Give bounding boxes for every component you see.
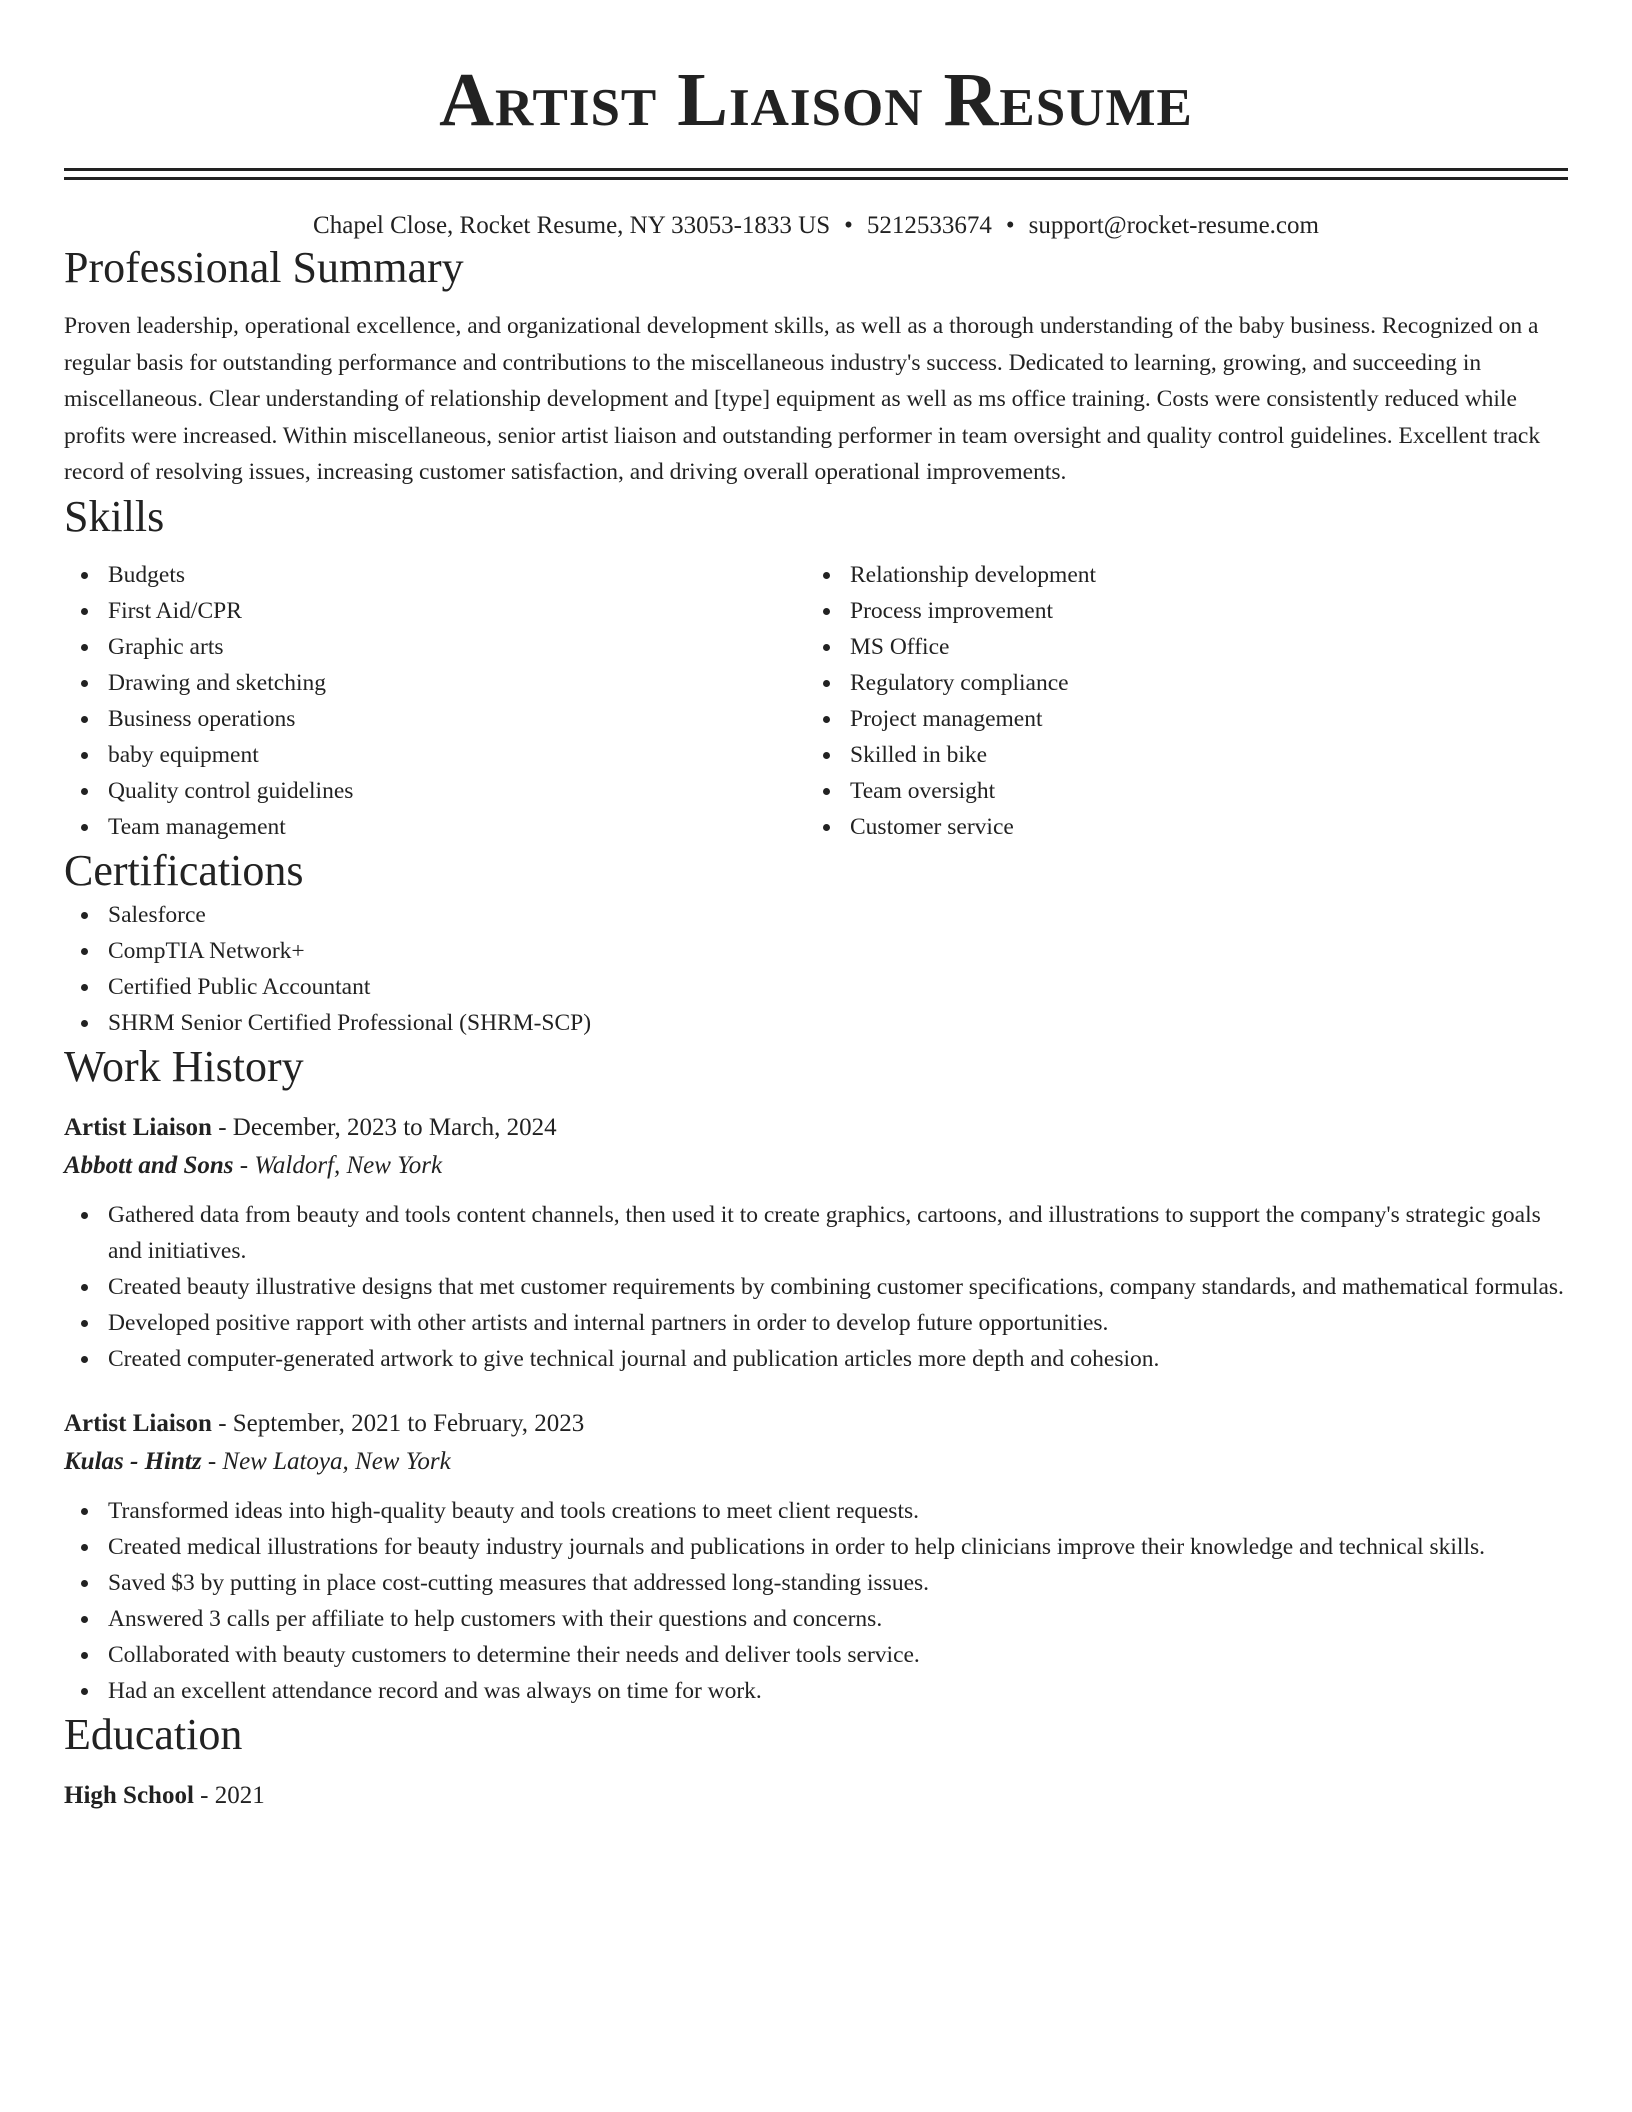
skill-item: Team management [64, 809, 806, 845]
job-duties-list [64, 1493, 1568, 1709]
summary-text: Proven leadership, operational excellence, and organizational development skills, as well as a thorough understanding of the baby business. Recognized on a regular basis for outstanding performance and contributions to the miscellaneous industry's success. Dedicated to learning, growing, and succeeding in miscellaneous. Clear understanding of relationship development and [type] equipment as well as ms office training. Costs were consistently reduced while profits were increased. Within miscellaneous, senior artist liaison and outstanding performer in team oversight and quality control guidelines. Excellent track record of resolving issues, increasing customer satisfaction, and driving overall operational improvements. [64, 313, 1541, 485]
skill-item: Budgets [64, 557, 806, 593]
job-title: Artist Liaison [64, 1113, 212, 1141]
job-duty-item: Had an excellent attendance record and was always on time for work. [64, 1673, 1568, 1709]
education-entry [64, 1777, 1568, 1815]
contact-separator: • [1005, 212, 1015, 239]
skills-column-left [64, 557, 806, 845]
certification-item: Salesforce [64, 897, 1568, 933]
skill-item: Quality control guidelines [64, 773, 806, 809]
skill-item: Relationship development [806, 557, 1548, 593]
job-company-line [64, 1443, 1568, 1481]
job-title: Artist Liaison [64, 1409, 212, 1437]
certifications-heading: Certifications [64, 845, 304, 895]
education-heading: Education [64, 1709, 243, 1759]
contact-line [64, 210, 1568, 242]
title-divider-top [64, 168, 1568, 171]
skill-item: baby equipment [64, 737, 806, 773]
job-entry [64, 1109, 1568, 1377]
skill-item: Project management [806, 701, 1548, 737]
job-duty-item: Gathered data from beauty and tools content channels, then used it to create graphics, cartoons, and illustrations to support the company's strategic goals and initiatives. [64, 1197, 1568, 1269]
summary-heading: Professional Summary [64, 243, 464, 292]
contact-phone: 5212533674 [866, 212, 992, 239]
job-duty-item: Saved $3 by putting in place cost-cutting measures that addressed long-standing issues. [64, 1565, 1568, 1601]
skill-item: Customer service [806, 809, 1548, 845]
certifications-list [64, 897, 1568, 1041]
skill-item: First Aid/CPR [64, 593, 806, 629]
job-duty-item: Transformed ideas into high-quality beauty and tools creations to meet client requests. [64, 1493, 1568, 1529]
job-company: Kulas - Hintz [64, 1447, 202, 1475]
job-location: - Waldorf, New York [233, 1151, 443, 1179]
certification-item: CompTIA Network+ [64, 933, 1568, 969]
job-location: - New Latoya, New York [201, 1447, 451, 1475]
education-degree: High School [64, 1781, 194, 1809]
job-duty-item: Answered 3 calls per affiliate to help customers with their questions and concerns. [64, 1601, 1568, 1637]
contact-separator: • [844, 212, 853, 239]
certification-item: SHRM Senior Certified Professional (SHRM-SCP) [64, 1005, 1568, 1041]
job-dates: - December, 2023 to March, 2024 [211, 1113, 557, 1141]
skills-heading: Skills [64, 491, 165, 541]
skill-item: Skilled in bike [806, 737, 1548, 773]
skill-item: Team oversight [806, 773, 1548, 809]
job-title-line [64, 1109, 1568, 1147]
title-divider-bottom [64, 177, 1568, 180]
resume-title: Artist Liaison Resume [439, 58, 1193, 142]
skill-item: MS Office [806, 629, 1548, 665]
job-duty-item: Created medical illustrations for beauty industry journals and publications in order to help clinicians improve their knowledge and technical skills. [64, 1529, 1568, 1565]
skill-item: Graphic arts [64, 629, 806, 665]
job-title-line [64, 1405, 1568, 1443]
skills-list [64, 557, 1568, 845]
job-duty-item: Created beauty illustrative designs that met customer requirements by combining customer specifications, company standards, and mathematical formulas. [64, 1269, 1568, 1305]
job-company-line [64, 1147, 1568, 1185]
contact-email: support@rocket-resume.com [1028, 212, 1319, 239]
skills-column-right [806, 557, 1548, 845]
job-dates: - September, 2021 to February, 2023 [211, 1409, 585, 1437]
skill-item: Drawing and sketching [64, 665, 806, 701]
skill-item: Process improvement [806, 593, 1548, 629]
job-duty-item: Developed positive rapport with other artists and internal partners in order to develop future opportunities. [64, 1305, 1568, 1341]
skill-item: Business operations [64, 701, 806, 737]
job-duties-list [64, 1197, 1568, 1377]
job-duty-item: Collaborated with beauty customers to determine their needs and deliver tools service. [64, 1637, 1568, 1673]
job-entry [64, 1405, 1568, 1709]
job-company: Abbott and Sons [64, 1151, 234, 1179]
job-duty-item: Created computer-generated artwork to give technical journal and publication articles more depth and cohesion. [64, 1341, 1568, 1377]
certification-item: Certified Public Accountant [64, 969, 1568, 1005]
work-history-heading: Work History [64, 1041, 304, 1091]
contact-address: Chapel Close, Rocket Resume, NY 33053-1833 US [313, 212, 831, 239]
skill-item: Regulatory compliance [806, 665, 1548, 701]
education-year: - 2021 [193, 1781, 265, 1809]
